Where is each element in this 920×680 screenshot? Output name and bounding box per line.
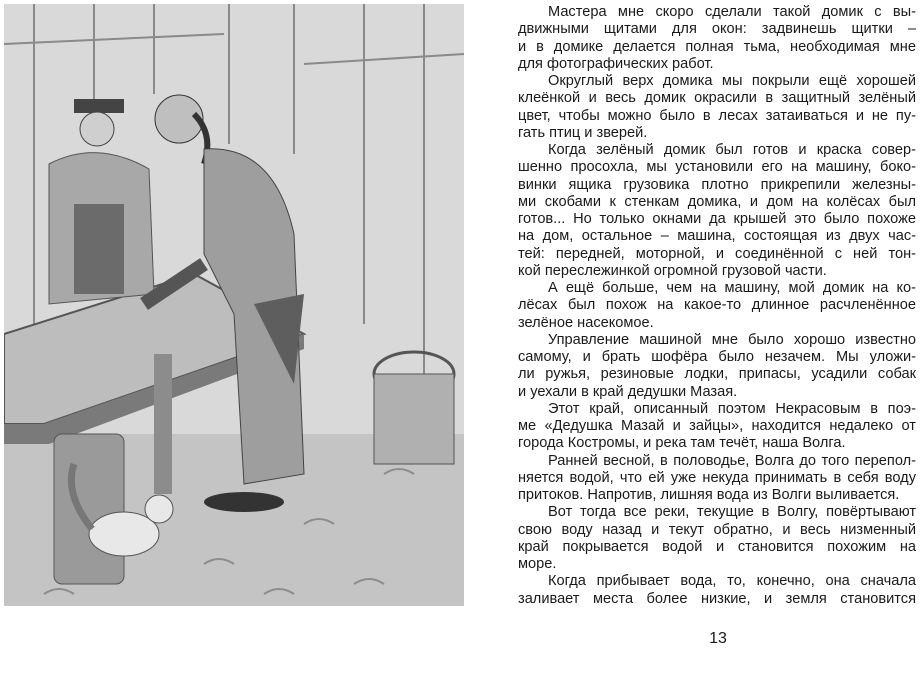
paragraph: [518, 504, 916, 573]
text-line: тей: передней, моторной, и соединённой с ней тон-: [518, 245, 916, 262]
text-line: клеёнкой и весь домик окрасили в защитный зелёный: [518, 90, 916, 107]
text-line: самому, и брать шофёра было незачем. Мы уложи-: [518, 349, 916, 365]
paragraph: [518, 142, 916, 280]
paragraph: [518, 401, 916, 453]
workshop-illustration: [4, 4, 464, 606]
text-line: на дом, остальное – машина, состоящая из двух час-: [518, 228, 916, 245]
body-text: [518, 4, 916, 608]
text-line: заливает места более низкие, и земля становится: [518, 590, 916, 607]
text-line: лёсах был похож на какое-то длинное расчленённое: [518, 297, 916, 314]
text-line: зелёное насекомое.: [518, 314, 654, 331]
text-line: и уехали в край дедушки Мазая.: [518, 383, 738, 400]
text-line: ми скобами к стенкам домика, и дом на колёсах был: [518, 193, 916, 210]
text-line: Мастера мне скоро сделали такой домик с вы-: [548, 4, 916, 20]
text-line: для фотографических работ.: [518, 55, 714, 72]
text-line: няется водой, что ей уже некуда принимать в себя воду: [518, 469, 916, 486]
text-line: А ещё больше, чем на машину, мой домик на ко-: [548, 280, 916, 296]
paragraph: [518, 73, 916, 142]
text-line: шенно просохла, мы установили его на машину, боко-: [518, 159, 916, 176]
text-line: Когда зелёный домик был готов и краска совер-: [548, 142, 916, 158]
paragraph: [518, 332, 916, 401]
text-line: кой переслежинкой огромной грузовой части.: [518, 262, 827, 279]
text-line: море.: [518, 556, 557, 572]
text-line: винки ящика грузовика плотно прикрепили железны-: [518, 176, 916, 193]
text-line: край покрывается водой и становится похожим на: [518, 538, 916, 555]
paragraph: [518, 280, 916, 332]
text-line: Округлый верх домика мы покрыли ещё хорошей: [548, 73, 916, 89]
paragraph: [518, 4, 916, 73]
page-number: 13: [709, 630, 727, 647]
text-line: свою воду назад и текут обратно, и весь низменный: [518, 521, 916, 538]
paragraph: [518, 453, 916, 505]
text-line: Вот тогда все реки, текущие в Волгу, повёртывают: [548, 504, 916, 521]
text-line: Этот край, описанный поэтом Некрасовым в поэ-: [548, 400, 916, 417]
text-line: Управление машиной мне было хорошо известно: [548, 331, 916, 348]
text-line: притоков. Напротив, лишняя вода из Волги выливается.: [518, 487, 900, 503]
text-line: и в домике делается полная тьма, необходимая мне: [518, 38, 916, 55]
text-line: города Костромы, и река там течёт, наша Волга.: [518, 435, 846, 452]
text-line: готов... Но только окнами да крышей это было похоже: [518, 211, 916, 227]
text-line: ли ружья, резиновые лодки, припасы, усадили собак: [518, 366, 916, 383]
paragraph: [518, 573, 916, 608]
text-line: цвет, чтобы можно было в лесах затаиваться и не пу-: [518, 107, 916, 124]
text-line: движными щитами для окон: задвинешь щитки –: [518, 21, 916, 38]
text-line: Ранней весной, в половодье, Волга до того перепол-: [548, 452, 916, 469]
text-line: ме «Дедушка Мазай и зайцы», находится недалеко от: [518, 418, 916, 434]
text-line: гать птиц и зверей.: [518, 124, 648, 141]
text-line: Когда прибывает вода, то, конечно, она сначала: [548, 573, 916, 590]
